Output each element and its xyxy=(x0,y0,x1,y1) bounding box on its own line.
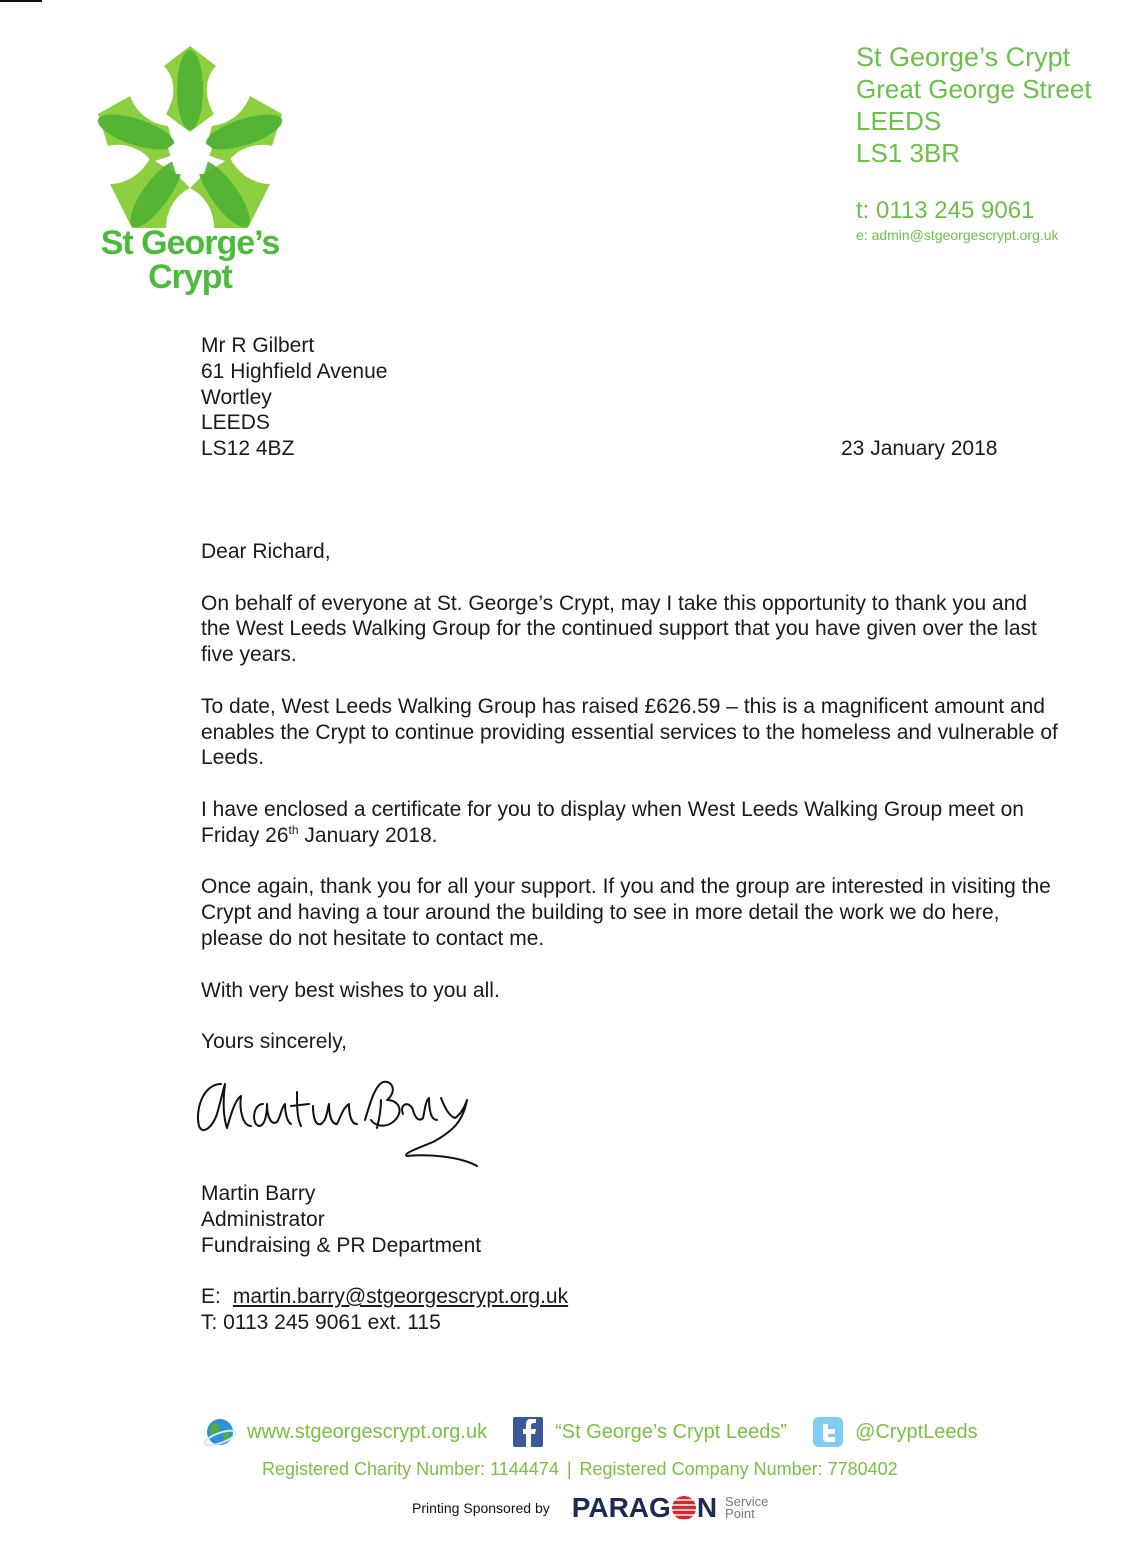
paragraph-wishes: With very best wishes to you all. xyxy=(201,978,500,1002)
paragraph-certificate xyxy=(201,797,1061,849)
footer-facebook[interactable] xyxy=(511,1416,787,1448)
service-text: Service xyxy=(725,1494,769,1509)
point-text: Point xyxy=(725,1506,755,1521)
paragraph-thanks: On behalf of everyone at St. George’s Crypt, may I take this opportunity to thank you and the West Leeds Walking Group for the continued support that you have given over the last five years. xyxy=(201,591,1037,667)
salutation: Dear Richard, xyxy=(201,540,331,563)
email-label: E: xyxy=(201,1285,221,1308)
paragon-logo xyxy=(572,1492,717,1524)
ordinal-suffix: th xyxy=(288,822,299,837)
paragon-globe-icon xyxy=(672,1496,696,1520)
recipient-city: LEEDS xyxy=(201,411,270,435)
registration-numbers xyxy=(262,1459,898,1480)
logo-wordmark xyxy=(100,226,280,294)
letter-date: 23 January 2018 xyxy=(841,437,998,460)
paragraph-invitation: Once again, thank you for all your support. If you and the group are interested in visiting the Crypt and having a tour around the building to see in more detail the work we do here, please do not hesitate to contact me. xyxy=(201,875,1051,950)
twitter-icon xyxy=(811,1416,845,1448)
footer-twitter[interactable] xyxy=(811,1416,978,1448)
separator: | xyxy=(566,1459,572,1479)
twitter-handle[interactable]: @CryptLeeds xyxy=(855,1420,978,1443)
star-logo-icon xyxy=(92,44,288,230)
facebook-page-name[interactable]: “St George’s Crypt Leeds” xyxy=(555,1420,788,1443)
service-point-text xyxy=(725,1496,768,1520)
website-url[interactable]: www.stgeorgescrypt.org.uk xyxy=(247,1420,488,1443)
org-email[interactable]: e: admin@stgeorgescrypt.org.uk xyxy=(856,227,1059,243)
letter-body xyxy=(201,539,1061,1081)
logo-line-2: Crypt xyxy=(148,258,232,296)
sender-title: Administrator xyxy=(201,1207,325,1231)
sender-phone: T: 0113 245 9061 ext. 115 xyxy=(201,1310,441,1334)
sender-name: Martin Barry xyxy=(201,1182,316,1205)
recipient-name: Mr R Gilbert xyxy=(201,334,315,357)
charity-number: Registered Charity Number: 1144474 xyxy=(262,1459,559,1479)
letterhead-address xyxy=(856,41,1092,245)
email-line xyxy=(201,1284,568,1310)
recipient-postcode: LS12 4BZ xyxy=(201,437,295,461)
sender-contact xyxy=(201,1284,568,1336)
sender-email-link[interactable]: martin.barry@stgeorgescrypt.org.uk xyxy=(232,1285,569,1308)
paragraph-amount-raised: To date, West Leeds Walking Group has raised £626.59 – this is a magnificent amount and enables the Crypt to continue providing essential services to the homeless and vulnerable of Leeds. xyxy=(201,694,1058,770)
certificate-text: I have enclosed a certificate for you to display when West Leeds Walking Group meet on Friday 26 xyxy=(201,797,1024,847)
sponsor-label: Printing Sponsored by xyxy=(412,1500,550,1516)
paragon-text-start: PARAG xyxy=(571,1492,671,1523)
print-sponsor xyxy=(412,1492,768,1524)
recipient-street: 61 Highfield Avenue xyxy=(201,359,388,383)
org-phone: t: 0113 245 9061 xyxy=(856,197,1035,224)
sender-block xyxy=(201,1181,481,1258)
recipient-address xyxy=(201,333,387,462)
company-number: Registered Company Number: 7780402 xyxy=(579,1459,898,1479)
paragon-text-end: N xyxy=(696,1492,718,1523)
handwritten-signature xyxy=(193,1070,493,1170)
footer-website[interactable] xyxy=(203,1416,487,1448)
footer-links xyxy=(203,1416,978,1448)
closing: Yours sincerely, xyxy=(201,1030,347,1054)
facebook-icon xyxy=(511,1416,545,1448)
org-name: St George’s Crypt xyxy=(856,42,1071,72)
org-postcode: LS1 3BR xyxy=(856,138,961,168)
org-city: LEEDS xyxy=(856,106,942,136)
scan-edge-mark xyxy=(0,0,42,2)
certificate-date-text: January 2018. xyxy=(298,823,438,847)
st-georges-crypt-logo xyxy=(92,44,288,296)
org-street: Great George Street xyxy=(856,74,1092,104)
sender-department: Fundraising & PR Department xyxy=(201,1233,482,1257)
globe-icon xyxy=(203,1416,237,1448)
logo-line-1: St George’s xyxy=(100,224,280,262)
recipient-district: Wortley xyxy=(201,385,272,409)
